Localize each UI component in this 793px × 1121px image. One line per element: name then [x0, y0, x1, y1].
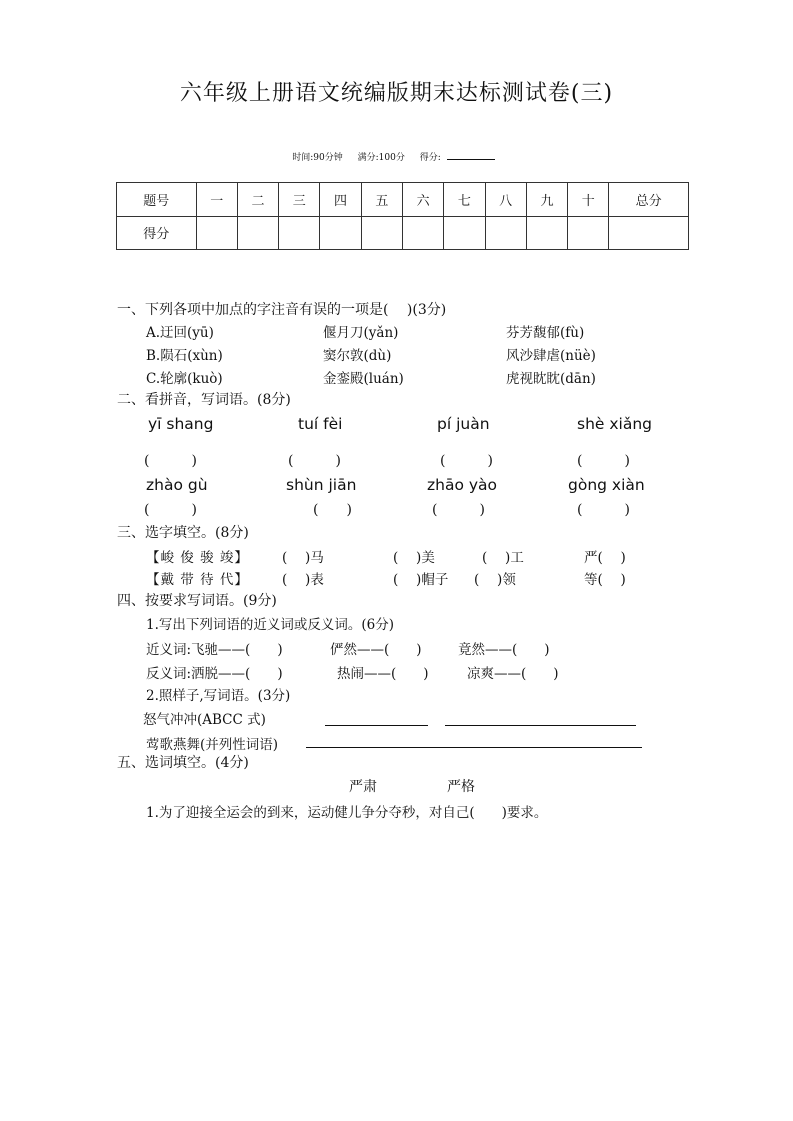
header-cell: 七 — [444, 183, 485, 217]
answer-line[interactable] — [325, 725, 428, 726]
example-label: 莺歌燕舞(并列性词语) — [146, 737, 279, 753]
pinyin-item: zhāo yào — [427, 476, 498, 494]
q1-option-b: B.陨石(xùn) — [146, 348, 223, 364]
answer-parens[interactable]: ( ) — [577, 502, 630, 518]
answer-line[interactable] — [306, 747, 642, 748]
q3-heading: 三、选字填空。(8分) — [117, 525, 249, 541]
header-cell: 八 — [485, 183, 526, 217]
header-cell: 总分 — [609, 183, 689, 217]
score-cell[interactable] — [361, 216, 402, 250]
synonym-item[interactable]: 俨然——( ) — [330, 642, 422, 658]
pinyin-item: tuí fèi — [298, 415, 343, 433]
score-table — [116, 182, 689, 250]
q2-heading: 二、看拼音，写词语。(8分) — [117, 392, 291, 408]
score-cell[interactable] — [444, 216, 485, 250]
score-cell[interactable] — [609, 216, 689, 250]
q4-sub2: 2.照样子,写词语。(3分) — [146, 688, 291, 704]
q1-option-c-item: 虎视眈眈(dān) — [506, 371, 596, 387]
header-cell: 六 — [402, 183, 443, 217]
q1-option-a-item: 芬芳馥郁(fù) — [506, 325, 585, 341]
row-label: 得分 — [117, 216, 197, 250]
score-table-score-row — [117, 216, 689, 250]
q1-option-a-item: 偃月刀(yǎn) — [323, 325, 399, 341]
answer-line[interactable] — [445, 725, 636, 726]
answer-parens[interactable]: ( ) — [432, 502, 485, 518]
q1-option-b-item: 窦尔敦(dù) — [323, 348, 392, 364]
q5-sentence-1[interactable]: 1.为了迎接全运会的到来，运动健儿争分夺秒，对自己( )要求。 — [146, 805, 548, 821]
full-score: 满分:100分 — [357, 153, 405, 163]
score-blank[interactable] — [447, 151, 495, 160]
exam-meta — [0, 150, 793, 163]
pinyin-item: zhào gù — [146, 476, 208, 494]
score-table-header-row — [117, 183, 689, 217]
pinyin-item: shè xiǎng — [577, 415, 653, 433]
q1-option-a: A.迂回(yū) — [146, 325, 214, 341]
answer-parens[interactable]: ( ) — [144, 502, 197, 518]
score-cell[interactable] — [485, 216, 526, 250]
fill-item[interactable]: ( )工 — [482, 550, 524, 566]
score-cell[interactable] — [526, 216, 567, 250]
pinyin-item: gòng xiàn — [568, 476, 645, 494]
word-choice: 严格 — [447, 779, 475, 795]
score-cell[interactable] — [196, 216, 237, 250]
answer-parens[interactable]: ( ) — [288, 453, 341, 469]
example-label: 怒气冲冲(ABCC 式) — [143, 712, 266, 728]
fill-item[interactable]: ( )帽子 — [393, 572, 449, 588]
score-label: 得分: — [419, 153, 441, 163]
fill-item[interactable]: 等( ) — [584, 572, 626, 588]
pinyin-item: pí juàn — [437, 415, 490, 433]
synonym-item[interactable]: 竟然——( ) — [458, 642, 550, 658]
score-cell[interactable] — [279, 216, 320, 250]
antonym-item[interactable]: 反义词:洒脱——( ) — [146, 666, 283, 682]
header-cell: 一 — [196, 183, 237, 217]
synonym-item[interactable]: 近义词:飞驰——( ) — [146, 642, 283, 658]
score-cell[interactable] — [568, 216, 609, 250]
answer-parens[interactable]: ( ) — [440, 453, 493, 469]
q1-heading: 一、下列各项中加点的字注音有误的一项是( )(3分) — [117, 302, 447, 318]
q1-option-c: C.轮廓(kuò) — [146, 371, 223, 387]
header-cell: 三 — [279, 183, 320, 217]
answer-parens[interactable]: ( ) — [577, 453, 630, 469]
q1-option-c-item: 金銮殿(luán) — [323, 371, 404, 387]
pinyin-item: shùn jiān — [286, 476, 357, 494]
answer-parens[interactable]: ( ) — [144, 453, 197, 469]
header-cell: 九 — [526, 183, 567, 217]
header-cell: 十 — [568, 183, 609, 217]
fill-item[interactable]: ( )表 — [282, 572, 324, 588]
pinyin-item: yī shang — [148, 415, 214, 433]
char-choices: 【峻 俊 骏 竣】 — [146, 550, 249, 566]
fill-item[interactable]: 严( ) — [584, 550, 626, 566]
header-cell: 题号 — [117, 183, 197, 217]
time-limit: 时间:90分钟 — [292, 153, 343, 163]
fill-item[interactable]: ( )马 — [282, 550, 324, 566]
score-cell[interactable] — [237, 216, 278, 250]
header-cell: 四 — [320, 183, 361, 217]
antonym-item[interactable]: 热闹——( ) — [337, 666, 429, 682]
q4-heading: 四、按要求写词语。(9分) — [117, 593, 277, 609]
answer-parens[interactable]: ( ) — [313, 502, 352, 518]
header-cell: 五 — [361, 183, 402, 217]
fill-item[interactable]: ( )美 — [393, 550, 435, 566]
page-title: 六年级上册语文统编版期末达标测试卷(三) — [179, 81, 614, 106]
fill-item[interactable]: ( )领 — [474, 572, 516, 588]
q5-heading: 五、选词填空。(4分) — [117, 755, 249, 771]
score-cell[interactable] — [320, 216, 361, 250]
antonym-item[interactable]: 凉爽——( ) — [467, 666, 559, 682]
score-cell[interactable] — [402, 216, 443, 250]
q4-sub1: 1.写出下列词语的近义词或反义词。(6分) — [146, 617, 395, 633]
word-choice: 严肃 — [349, 779, 377, 795]
char-choices: 【戴 带 待 代】 — [146, 572, 249, 588]
header-cell: 二 — [237, 183, 278, 217]
score-field — [420, 153, 501, 163]
q1-option-b-item: 风沙肆虐(nüè) — [506, 348, 596, 364]
